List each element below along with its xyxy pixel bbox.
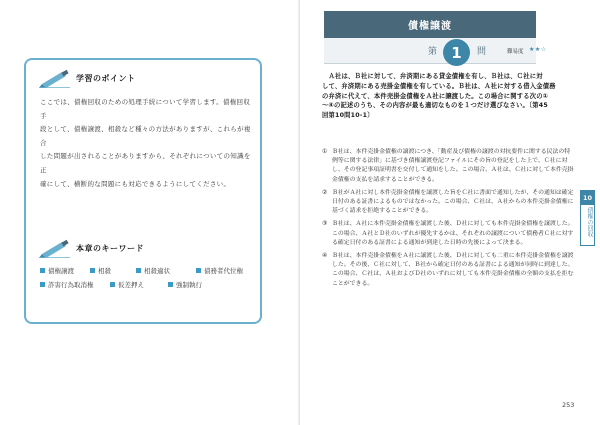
question-text: [322, 72, 574, 121]
bullet-icon: [40, 268, 45, 273]
bullet-icon: [168, 282, 173, 287]
question-line: の弁済に代えて、本件売掛金債権をＡ社に譲渡した。この場合に関する次の①: [322, 92, 549, 100]
option-text: Ｂ社は、本件売掛金債権の譲渡につき、「動産及び債権の譲渡の対抗要件に関する民法の特例等に関する法律」に基づき債権譲渡登記ファイルにその旨の登記をした上で、Ｃ社に対し、その登記事項証明書を交付して通知をした。この場合、Ａ社は、Ｃ社に対して本件売掛金債権の支払を請求することができる。: [332, 149, 574, 183]
intro-line: した問題が出されることがありますから、それぞれについての知識を正: [40, 152, 251, 174]
question-suffix: 問: [477, 47, 487, 57]
keyword-header: [36, 238, 144, 258]
intro-line: 段として、債権譲渡、相殺など種々の方法がありますが、これらが複合: [40, 125, 251, 147]
keyword-list: [40, 266, 254, 294]
keyword-item: 仮差押え: [110, 280, 168, 289]
bullet-icon: [196, 268, 201, 273]
bullet-icon: [110, 282, 115, 287]
question-number-row: [324, 38, 547, 64]
keyword-item: 債務者代位権: [196, 266, 243, 275]
keyword-item: 詐害行為取消権: [40, 280, 110, 289]
intro-line: ここでは、債権回収のための処理手続について学習します。債権回収手: [40, 98, 251, 120]
question-line: して、弁済期にある売掛金債権を有している。Ｂ社は、Ａ社に対する借入金債務: [322, 82, 556, 90]
question-line: Ａ社は、Ｂ社に対して、弁済期にある貸金債権を有し、Ｂ社は、Ｃ社に対: [322, 73, 543, 80]
option-text: Ｂ社は、本件売掛金債権をＡ社に譲渡した後、Ｄ社に対しても二重に本件売掛金債権を譲渡した。その後、Ｃ社に対して、Ｂ社から確定日付のある証書による通知が同時に到達した。この場合、Ｃ社は、Ａ社およびＤ社のいずれに対しても本件売掛金債権の全額の支払を拒むことができる。: [332, 253, 574, 287]
study-point-box: [24, 58, 262, 324]
option-number: ③: [322, 221, 328, 228]
intro-line: 確にして、横断的な問題にも対応できるようにしてください。: [40, 179, 231, 188]
question-prefix: 第: [428, 47, 438, 57]
answer-option: [322, 148, 574, 185]
study-point-header: [36, 68, 136, 88]
keyword-row: [40, 280, 254, 289]
option-text: Ｂ社がＡ社に対し本件売掛金債権を譲渡した旨をＣ社に書面で通知したが、その通知は確定日付のある証書によるものではなかった。この場合、Ｃ社は、Ａ社からの本件売掛金債権に基づく請求を拒絶することができる。: [332, 189, 574, 215]
option-text: Ｂ社は、Ａ社に本件売掛金債権を譲渡した後、Ｄ社に対しても本件売掛金債権を譲渡した。この場合、Ａ社とＤ社のいずれが優先するかは、それぞれの譲渡について債務者Ｃ社に対する確定日付のある証書による通知が到達した日時の先後によって決まる。: [332, 221, 574, 246]
study-point-heading: 学習のポイント: [76, 73, 136, 83]
question-line: ～④の記述のうち、その内容が最も適切なものを１つだけ選びなさい。〔第45: [322, 102, 548, 110]
question-line: 回第10問10-1〕: [322, 112, 374, 120]
bullet-icon: [90, 268, 95, 273]
keyword-heading: 本章のキーワード: [76, 243, 144, 253]
keyword-item: 相殺: [90, 266, 136, 275]
difficulty-stars: ★★☆: [529, 46, 547, 53]
option-number: ①: [322, 149, 328, 155]
keyword-item: 債権譲渡: [40, 266, 90, 275]
answer-options: [322, 148, 574, 293]
topic-title: 債権譲渡: [408, 21, 452, 32]
chapter-title: 債権の回収: [586, 207, 593, 237]
option-number: ②: [322, 189, 328, 196]
bullet-icon: [136, 268, 141, 273]
page-number: 253: [562, 401, 575, 409]
pencil-icon: [36, 68, 72, 88]
right-page: [300, 0, 600, 425]
answer-option: [322, 220, 574, 248]
keyword-item: 強制執行: [168, 280, 202, 289]
answer-option: [322, 189, 574, 217]
option-number: ④: [322, 253, 328, 260]
question-number-badge: 1: [443, 39, 470, 66]
keyword-row: [40, 266, 254, 275]
topic-header: [324, 11, 536, 38]
answer-option: [322, 252, 574, 289]
chapter-number: 10: [581, 191, 594, 205]
study-point-text: [40, 96, 254, 191]
bullet-icon: [40, 282, 45, 287]
difficulty-label: 難易度: [507, 49, 524, 55]
pencil-icon: [36, 238, 72, 258]
keyword-item: 相殺適状: [136, 266, 196, 275]
chapter-side-tab: [580, 190, 595, 246]
